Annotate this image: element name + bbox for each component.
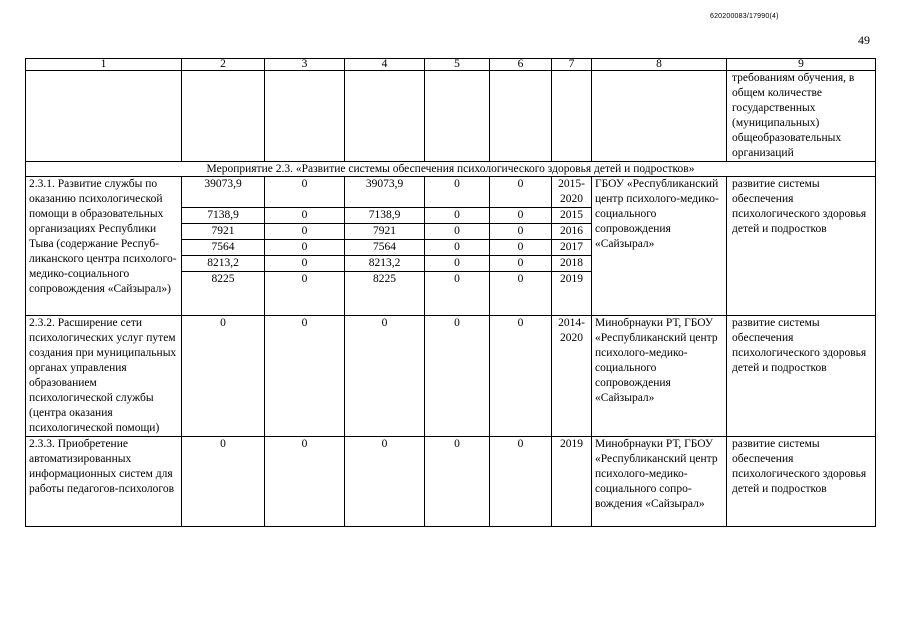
federal-budget-cell: 0 bbox=[265, 177, 345, 208]
municipal-budget-cell: 0 bbox=[425, 240, 490, 256]
activity-name: 2.3.3. Приобретение автоматизированных информационных систем для работы педагогов-психологов bbox=[26, 437, 182, 527]
municipal-budget-cell: 0 bbox=[425, 316, 490, 437]
other-sources-cell: 0 bbox=[490, 437, 552, 527]
continuation-row bbox=[26, 71, 876, 162]
column-number: 7 bbox=[552, 59, 592, 71]
other-sources-cell: 0 bbox=[490, 240, 552, 256]
republic-budget-cell: 7564 bbox=[345, 240, 425, 256]
municipal-budget-cell: 0 bbox=[425, 208, 490, 224]
total-cell: 8225 bbox=[182, 272, 265, 316]
federal-budget-cell: 0 bbox=[265, 240, 345, 256]
republic-budget-cell: 0 bbox=[345, 437, 425, 527]
column-number: 5 bbox=[425, 59, 490, 71]
column-number: 9 bbox=[727, 59, 876, 71]
federal-budget-cell: 0 bbox=[265, 272, 345, 316]
executor-cell: ГБОУ «Республиканский центр психолого-медико-социального сопровождения «Сайзырал» bbox=[592, 177, 727, 316]
executor-cell: Минобрнауки РТ, ГБОУ «Республиканский центр психолого-медико-социального сопровождения «Сайзырал» bbox=[592, 316, 727, 437]
table-row bbox=[26, 316, 876, 437]
other-sources-cell: 0 bbox=[490, 256, 552, 272]
column-number-row bbox=[26, 59, 876, 71]
years-cell: 2015 bbox=[552, 208, 592, 224]
municipal-budget-cell: 0 bbox=[425, 224, 490, 240]
federal-budget-cell: 0 bbox=[265, 316, 345, 437]
federal-budget-cell: 0 bbox=[265, 256, 345, 272]
other-sources-cell: 0 bbox=[490, 272, 552, 316]
activity-name: 2.3.2. Расширение сети психологических услуг путем создания при муниципальных органах управления образованием психологической службы (центра оказания психологической помощи) bbox=[26, 316, 182, 437]
document-id: 620200083/17990(4) bbox=[710, 13, 779, 20]
result-cell: развитие системы обеспечения психологического здоровья детей и подростков bbox=[727, 437, 876, 527]
continuation-text: требованиям обучения, в общем количестве государственных (муниципальных) общеобразовательных организаций bbox=[727, 71, 876, 162]
program-table bbox=[25, 58, 876, 527]
column-number: 4 bbox=[345, 59, 425, 71]
republic-budget-cell: 7138,9 bbox=[345, 208, 425, 224]
years-cell: 2019 bbox=[552, 272, 592, 316]
total-cell: 7564 bbox=[182, 240, 265, 256]
activity-name: 2.3.1. Развитие службы по оказанию психологической помощи в образовательных организациях Республики Тыва (содержание Респуб-ликанского центра психолого-медико-социального сопровождения «Сайзырал») bbox=[26, 177, 182, 316]
other-sources-cell: 0 bbox=[490, 177, 552, 208]
other-sources-cell: 0 bbox=[490, 224, 552, 240]
years-cell: 2017 bbox=[552, 240, 592, 256]
total-cell: 39073,9 bbox=[182, 177, 265, 208]
table-row bbox=[26, 437, 876, 527]
municipal-budget-cell: 0 bbox=[425, 437, 490, 527]
federal-budget-cell: 0 bbox=[265, 208, 345, 224]
table-row bbox=[26, 177, 876, 208]
result-cell: развитие системы обеспечения психологического здоровья детей и подростков bbox=[727, 177, 876, 316]
result-cell: развитие системы обеспечения психологического здоровья детей и подростков bbox=[727, 316, 876, 437]
event-title: Мероприятие 2.3. «Развитие системы обеспечения психологического здоровья детей и подростков» bbox=[26, 162, 876, 177]
republic-budget-cell: 39073,9 bbox=[345, 177, 425, 208]
column-number: 8 bbox=[592, 59, 727, 71]
federal-budget-cell: 0 bbox=[265, 224, 345, 240]
total-cell: 0 bbox=[182, 437, 265, 527]
years-cell: 2015-2020 bbox=[552, 177, 592, 208]
republic-budget-cell: 8213,2 bbox=[345, 256, 425, 272]
years-cell: 2014-2020 bbox=[552, 316, 592, 437]
municipal-budget-cell: 0 bbox=[425, 272, 490, 316]
column-number: 2 bbox=[182, 59, 265, 71]
republic-budget-cell: 8225 bbox=[345, 272, 425, 316]
total-cell: 7921 bbox=[182, 224, 265, 240]
years-cell: 2018 bbox=[552, 256, 592, 272]
event-title-row bbox=[26, 162, 876, 177]
federal-budget-cell: 0 bbox=[265, 437, 345, 527]
municipal-budget-cell: 0 bbox=[425, 256, 490, 272]
page-number: 49 bbox=[858, 33, 870, 47]
years-cell: 2019 bbox=[552, 437, 592, 527]
republic-budget-cell: 0 bbox=[345, 316, 425, 437]
column-number: 3 bbox=[265, 59, 345, 71]
column-number: 1 bbox=[26, 59, 182, 71]
total-cell: 7138,9 bbox=[182, 208, 265, 224]
total-cell: 8213,2 bbox=[182, 256, 265, 272]
total-cell: 0 bbox=[182, 316, 265, 437]
municipal-budget-cell: 0 bbox=[425, 177, 490, 208]
years-cell: 2016 bbox=[552, 224, 592, 240]
republic-budget-cell: 7921 bbox=[345, 224, 425, 240]
other-sources-cell: 0 bbox=[490, 316, 552, 437]
other-sources-cell: 0 bbox=[490, 208, 552, 224]
executor-cell: Минобрнауки РТ, ГБОУ «Республиканский центр психолого-медико-социального сопро-вождения «Сайзырал» bbox=[592, 437, 727, 527]
column-number: 6 bbox=[490, 59, 552, 71]
